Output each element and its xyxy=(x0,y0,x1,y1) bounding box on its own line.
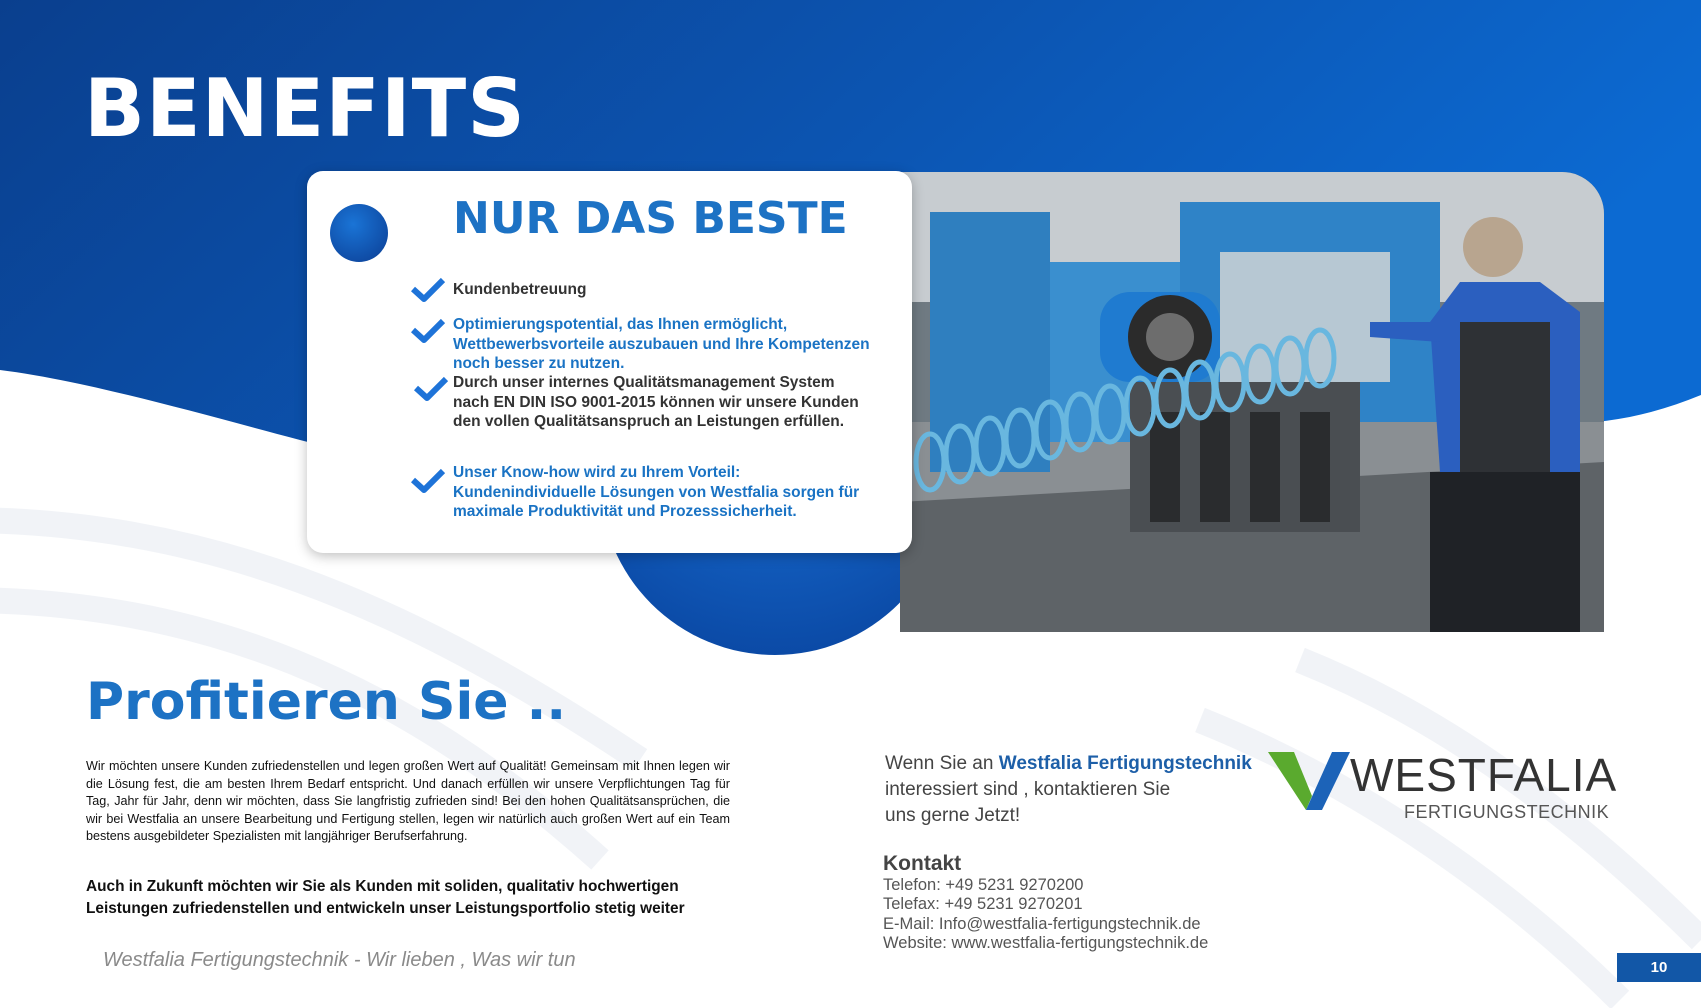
checkmark-icon xyxy=(411,318,445,344)
contact-website[interactable]: Website: www.westfalia-fertigungstechnik.de xyxy=(883,934,1209,952)
page-title: BENEFITS xyxy=(84,62,526,155)
contact-heading: Kontakt xyxy=(883,852,962,875)
westfalia-v-icon xyxy=(1268,752,1350,810)
contact-intro-line: uns gerne Jetzt! xyxy=(885,805,1021,826)
contact-intro-prefix: Wenn Sie an xyxy=(885,753,999,774)
contact-intro-line: interessiert sind , kontaktieren Sie xyxy=(885,779,1171,800)
machining-photo xyxy=(900,172,1604,632)
card-title: NUR DAS BESTE xyxy=(453,193,848,244)
benefit-item: Unser Know-how wird zu Ihrem Vorteil: Kundenindividuelle Lösungen von Westfalia sorgen für maximale Produktivität und Prozesssicherheit. xyxy=(453,464,860,520)
contact-phone: Telefon: +49 5231 9270200 xyxy=(883,876,1084,894)
page-number: 10 xyxy=(1617,953,1701,982)
logo-subtitle: FERTIGUNGSTECHNIK xyxy=(1404,802,1610,822)
body-paragraph: Wir möchten unsere Kunden zufriedenstellen und legen großen Wert auf Qualität! Gemeinsam mit Ihnen legen wir die Lösung fest, die am besten Ihrem Bedarf entspricht. Und danach erfüllen wir unsere Verpflichtungen Tag für Tag, Jahr für Jahr, denn wir möchten, dass Sie langfristig zufrieden sind! Bei den hohen Qualitätsansprüchen, die wir bei Westfalia an unsere Bearbeitung und Fertigung stellen, legen wir natürlich auch großen Wert auf ein Team bestens ausgebildeter Spezialisten mit langjähriger Berufserfahrung. xyxy=(86,759,730,844)
section-heading: Profitieren Sie .. xyxy=(86,672,567,732)
logo-word: WESTFALIA xyxy=(1350,749,1618,801)
contact-email[interactable]: E-Mail: Info@westfalia-fertigungstechnik.de xyxy=(883,915,1201,933)
benefits-card xyxy=(307,171,912,553)
westfalia-logo xyxy=(1268,748,1618,828)
benefit-item: Optimierungspotential, das Ihnen ermöglicht, Wettbewerbsvorteile auszubauen und Ihre Kompetenzen noch besser zu nutzen. xyxy=(453,316,870,372)
contact-intro-brand: Westfalia Fertigungstechnik xyxy=(998,753,1252,774)
bold-paragraph: Auch in Zukunft möchten wir Sie als Kunden mit soliden, qualitativ hochwertigen Leistungen zufriedenstellen und entwickeln unser Leistungsportfolio stetig weiter xyxy=(86,878,685,917)
contact-intro xyxy=(885,751,1305,829)
checkmark-icon xyxy=(411,468,445,494)
contact-fax: Telefax: +49 5231 9270201 xyxy=(883,895,1083,913)
footer-slogan: Westfalia Fertigungstechnik - Wir lieben , Was wir tun xyxy=(103,949,576,971)
checkmark-icon xyxy=(411,277,445,303)
benefit-item: Durch unser internes Qualitätsmanagement System nach EN DIN ISO 9001-2015 können wir unsere Kunden den vollen Qualitätsanspruch an Leistungen erfüllen. xyxy=(453,374,859,430)
card-dot-icon xyxy=(330,204,388,262)
benefit-item: Kundenbetreuung xyxy=(453,281,587,298)
checkmark-icon xyxy=(414,376,448,402)
